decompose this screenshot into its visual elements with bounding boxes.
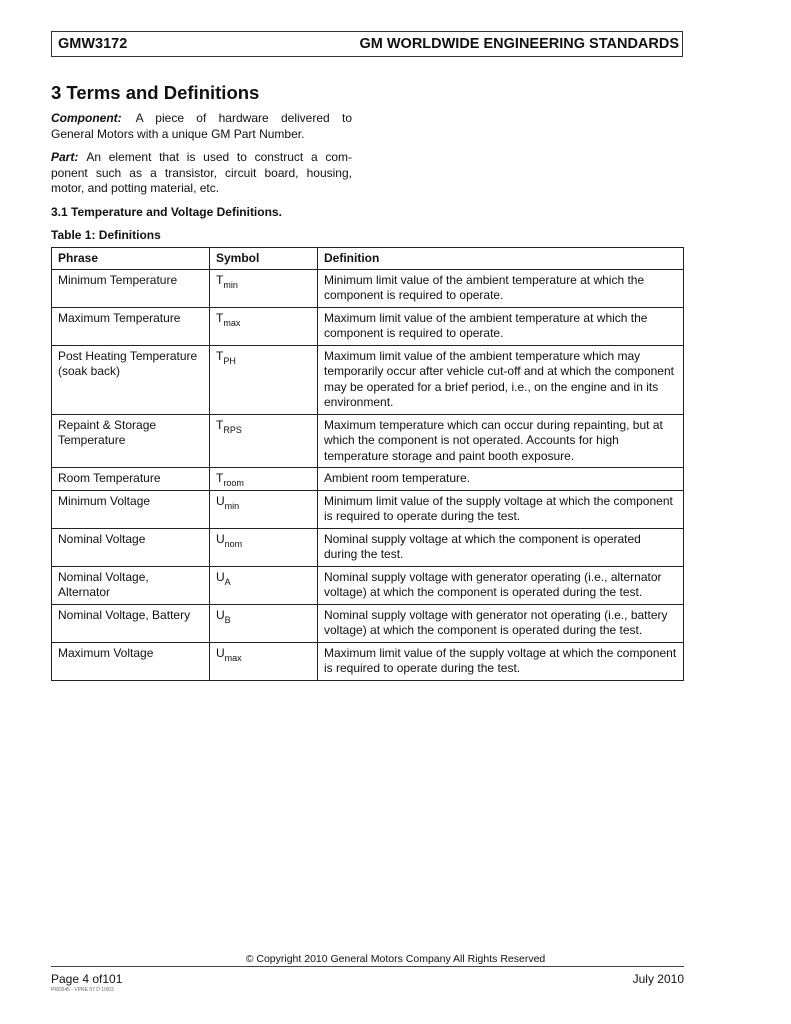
table-row	[52, 490, 684, 528]
table-row	[52, 468, 684, 491]
definition-cell: Minimum limit value of the supply voltage at which the component is required to operate during the test.	[318, 490, 684, 528]
table-row	[52, 414, 684, 468]
symbol-subscript: A	[224, 576, 231, 587]
definition-cell: Ambient room temperature.	[318, 468, 684, 491]
phrase-cell: Repaint & Storage Temperature	[52, 414, 210, 468]
symbol-subscript: max	[223, 317, 241, 328]
table-row	[52, 528, 684, 566]
part-text: An element that is used to construct a com-ponent such as a transistor, circuit board, housing, motor, and potting material, etc.	[51, 150, 352, 195]
symbol-subscript: min	[224, 500, 240, 511]
section-title: 3 Terms and Definitions	[51, 82, 260, 103]
symbol-subscript: RPS	[223, 424, 242, 435]
symbol-base: T	[216, 310, 224, 325]
form-code: PRD045 - VPRE 07 D 10/03	[51, 987, 114, 993]
phrase-cell: Maximum Temperature	[52, 307, 210, 345]
symbol-subscript: min	[223, 279, 238, 290]
definition-cell: Nominal supply voltage with generator operating (i.e., alternator voltage) at which the component is operated during the test.	[318, 566, 684, 604]
page-number: Page 4 of101	[51, 972, 123, 986]
symbol-base: T	[216, 348, 224, 363]
part-definition	[51, 150, 352, 197]
table-row	[52, 604, 684, 642]
org-title: GM WORLDWIDE ENGINEERING STANDARDS	[359, 36, 679, 52]
symbol-cell	[210, 490, 318, 528]
table-row	[52, 642, 684, 680]
table-row	[52, 345, 684, 414]
phrase-cell: Room Temperature	[52, 468, 210, 491]
symbol-cell	[210, 269, 318, 307]
phrase-cell: Nominal Voltage, Battery	[52, 604, 210, 642]
column-header-phrase: Phrase	[52, 248, 210, 270]
symbol-cell	[210, 528, 318, 566]
phrase-cell: Minimum Temperature	[52, 269, 210, 307]
phrase-cell: Minimum Voltage	[52, 490, 210, 528]
symbol-cell	[210, 468, 318, 491]
definition-cell: Maximum limit value of the ambient temperature at which the component is required to operate.	[318, 307, 684, 345]
footer-divider	[51, 966, 684, 967]
definition-cell: Maximum limit value of the supply voltage at which the component is required to operate during the test.	[318, 642, 684, 680]
symbol-cell	[210, 566, 318, 604]
symbol-base: U	[216, 569, 225, 584]
symbol-cell	[210, 345, 318, 414]
symbol-base: U	[216, 493, 225, 508]
symbol-cell	[210, 307, 318, 345]
definition-cell: Minimum limit value of the ambient temperature at which the component is required to operate.	[318, 269, 684, 307]
component-text: A piece of hardware delivered to General Motors with a unique GM Part Number.	[51, 111, 352, 141]
page-header	[51, 31, 683, 57]
definition-cell: Nominal supply voltage at which the component is operated during the test.	[318, 528, 684, 566]
symbol-subscript: room	[223, 478, 244, 488]
table-row	[52, 566, 684, 604]
phrase-cell: Maximum Voltage	[52, 642, 210, 680]
table-header-row	[52, 248, 684, 270]
copyright-notice: © Copyright 2010 General Motors Company All Rights Reserved	[245, 953, 546, 965]
symbol-base: U	[216, 645, 225, 660]
column-header-definition: Definition	[318, 248, 684, 270]
phrase-cell: Nominal Voltage	[52, 528, 210, 566]
phrase-cell: Nominal Voltage, Alternator	[52, 566, 210, 604]
table-row	[52, 307, 684, 345]
symbol-subscript: B	[224, 614, 231, 625]
table-caption: Table 1: Definitions	[51, 228, 161, 242]
part-term: Part:	[51, 150, 79, 164]
column-header-symbol: Symbol	[210, 248, 318, 270]
table-row	[52, 269, 684, 307]
publication-date: July 2010	[632, 972, 684, 986]
definition-cell: Nominal supply voltage with generator not operating (i.e., battery voltage) at which the component is operated during the test.	[318, 604, 684, 642]
subsection-title: 3.1 Temperature and Voltage Definitions.	[51, 205, 282, 219]
definitions-table	[51, 247, 684, 681]
component-term: Component:	[51, 111, 122, 125]
symbol-subscript: PH	[223, 355, 236, 366]
definition-cell: Maximum temperature which can occur during repainting, but at which the component is not operated. Accounts for high temperature storage and paint booth exposure.	[318, 414, 684, 468]
symbol-base: U	[216, 607, 225, 622]
symbol-cell	[210, 414, 318, 468]
phrase-cell: Post Heating Temperature (soak back)	[52, 345, 210, 414]
symbol-cell	[210, 642, 318, 680]
symbol-base: T	[216, 272, 224, 287]
component-definition	[51, 111, 352, 142]
symbol-subscript: nom	[224, 538, 243, 549]
doc-number: GMW3172	[58, 36, 128, 52]
symbol-base: T	[216, 471, 224, 485]
symbol-subscript: max	[224, 652, 242, 663]
symbol-base: U	[216, 531, 225, 546]
definition-cell: Maximum limit value of the ambient temperature which may temporarily occur after vehicle cut-off and at which the component may be operated for a brief period, i.e., on the engine and in its environment.	[318, 345, 684, 414]
symbol-base: T	[216, 417, 224, 432]
symbol-cell	[210, 604, 318, 642]
